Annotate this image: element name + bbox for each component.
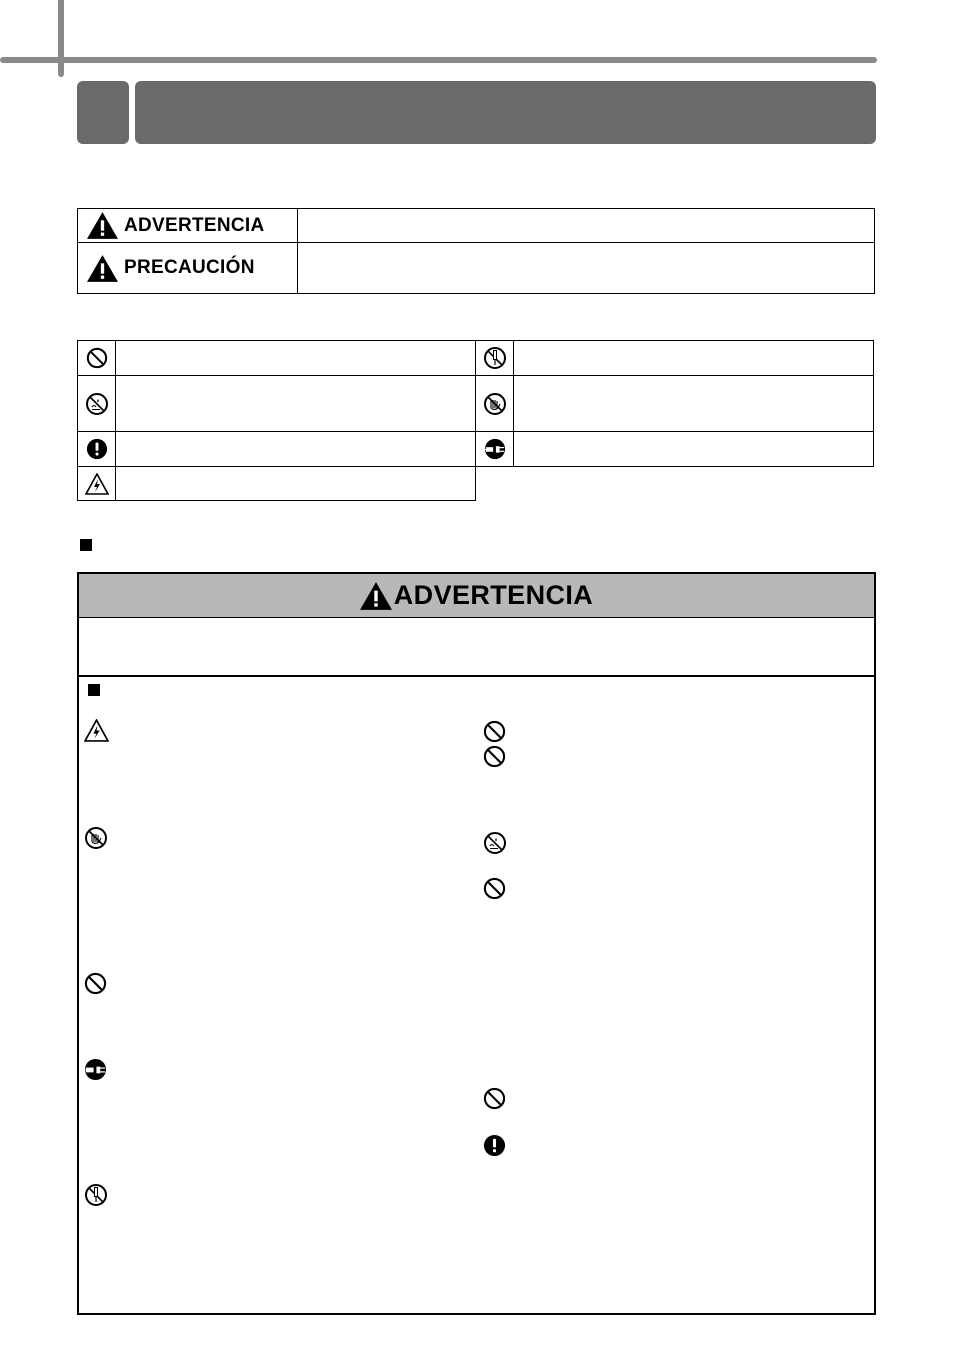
warning-title: ADVERTENCIA	[393, 580, 594, 610]
warning-triangle-icon	[87, 212, 118, 239]
symbol-icon-cell	[476, 432, 514, 467]
warning-box	[77, 572, 876, 1315]
prohibited-icon	[483, 720, 506, 743]
warning-triangle-icon	[87, 255, 118, 282]
hazard-level-label: ADVERTENCIA	[124, 214, 265, 236]
symbol-icon-cell	[78, 432, 116, 467]
empty-cell	[476, 467, 874, 501]
do-not-touch-wet-icon	[483, 831, 507, 855]
hazard-level-label-cell	[78, 209, 298, 243]
symbol-description	[514, 341, 874, 376]
symbol-icon-cell	[476, 376, 514, 432]
do-not-touch-icon	[483, 392, 507, 416]
prohibited-icon	[86, 347, 108, 369]
do-not-touch-icon	[84, 826, 108, 850]
unplug-icon	[84, 1058, 107, 1081]
margin-rule	[58, 0, 64, 77]
warning-header	[79, 574, 874, 618]
symbol-row	[78, 432, 874, 467]
hazard-level-row	[78, 209, 875, 243]
mandatory-action-icon	[483, 1134, 506, 1157]
hazard-level-description	[298, 209, 875, 243]
symbol-row	[78, 341, 874, 376]
symbol-icon-cell	[78, 376, 116, 432]
hazard-level-label: PRECAUCIÓN	[124, 257, 255, 278]
hazard-level-description	[298, 243, 875, 294]
symbol-description	[116, 432, 476, 467]
subsection-bullet	[88, 684, 100, 696]
electric-shock-icon	[85, 473, 109, 495]
do-not-disassemble-icon	[84, 1183, 108, 1207]
chapter-tab	[77, 81, 129, 144]
section-bullet	[80, 539, 92, 551]
symbol-description	[116, 467, 476, 501]
symbol-row	[78, 376, 874, 432]
symbol-description	[116, 376, 476, 432]
hazard-level-row	[78, 243, 875, 294]
symbol-icon-cell	[78, 467, 116, 501]
symbol-row	[78, 467, 874, 501]
warning-triangle-icon	[360, 582, 392, 610]
symbol-legend-table	[77, 340, 874, 501]
prohibited-icon	[84, 972, 107, 995]
do-not-disassemble-icon	[483, 346, 507, 370]
symbol-description	[116, 341, 476, 376]
do-not-touch-wet-icon	[85, 392, 109, 416]
unplug-icon	[484, 438, 506, 460]
warning-intro-divider	[79, 675, 874, 677]
prohibited-icon	[483, 877, 506, 900]
mandatory-action-icon	[86, 438, 108, 460]
chapter-title-bar	[135, 81, 876, 144]
symbol-icon-cell	[476, 341, 514, 376]
prohibited-icon	[483, 745, 506, 768]
prohibited-icon	[483, 1087, 506, 1110]
symbol-description	[514, 432, 874, 467]
hazard-level-table	[77, 208, 875, 294]
electric-shock-icon	[84, 719, 109, 742]
top-rule	[0, 57, 877, 63]
symbol-icon-cell	[78, 341, 116, 376]
symbol-description	[514, 376, 874, 432]
hazard-level-label-cell	[78, 243, 298, 294]
